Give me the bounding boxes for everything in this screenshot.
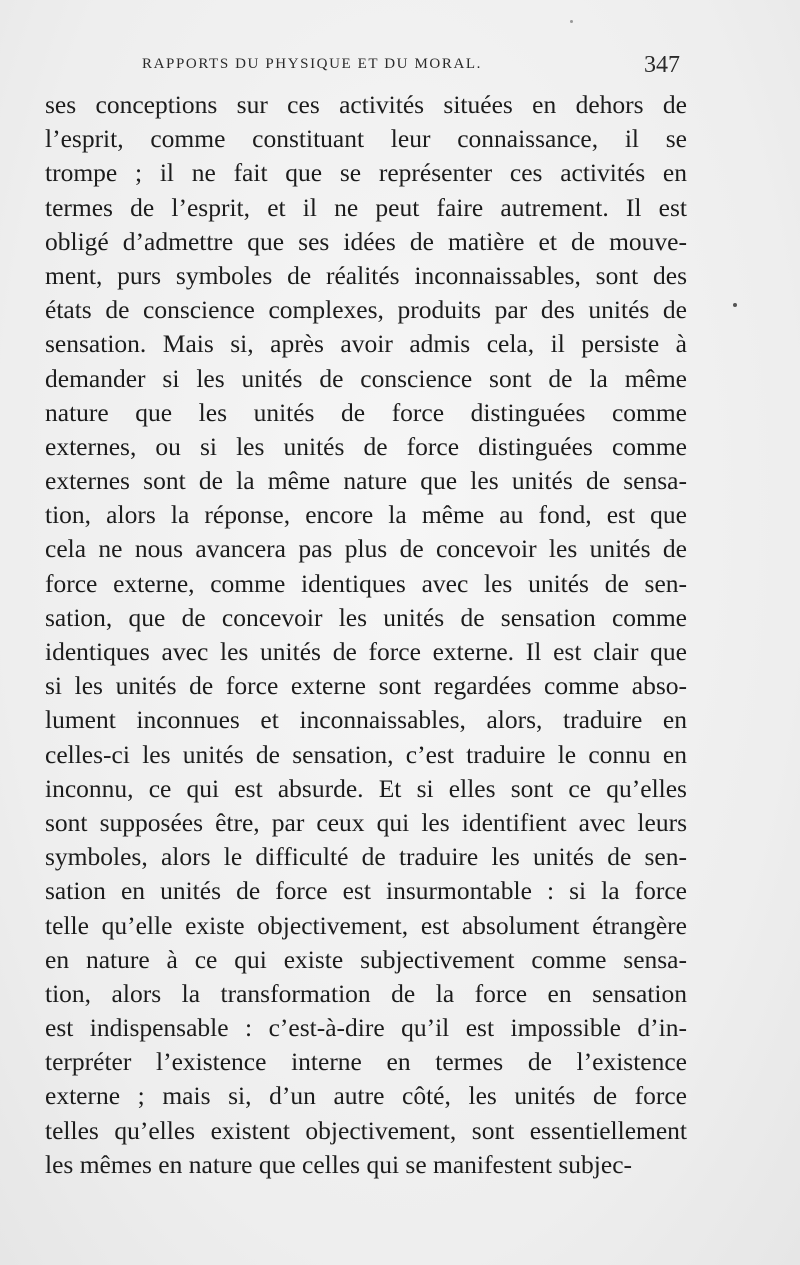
text-line: identiques avec les unités de force externe. Il est clair que [45, 637, 687, 666]
running-title: RAPPORTS DU PHYSIQUE ET DU MORAL. [142, 56, 482, 72]
text-line: externes sont de la même nature que les unités de sensa- [45, 466, 687, 496]
running-head [142, 52, 690, 80]
paper-speck [733, 303, 737, 307]
text-line: sensation. Mais si, après avoir admis cela, il persiste à [45, 329, 687, 359]
text-line: états de conscience complexes, produits par des unités de [45, 295, 687, 325]
text-line: externe ; mais si, d’un autre côté, les unités de force [45, 1081, 687, 1111]
text-line: l’esprit, comme constituant leur connaissance, il se [45, 124, 687, 154]
text-line: telle qu’elle existe objectivement, est absolument étrangère [45, 910, 687, 940]
text-line: tion, alors la transformation de la force en sensation [45, 978, 687, 1008]
paper-speck [570, 20, 573, 23]
text-line: cela ne nous avancera pas plus de concevoir les unités de [45, 534, 687, 564]
body-text [45, 88, 687, 1182]
text-line: celles-ci les unités de sensation, c’est traduire le connu en [45, 739, 687, 769]
text-line: termes de l’esprit, et il ne peut faire autrement. Il est [45, 192, 687, 222]
page-number: 347 [644, 52, 680, 78]
text-line: telles qu’elles existent objectivement, sont essentiellement [45, 1115, 687, 1145]
text-line: en nature à ce qui existe subjectivement comme sensa- [45, 944, 687, 974]
text-line: si les unités de force externe sont regardées comme abso- [45, 671, 687, 701]
text-line: inconnu, ce qui est absurde. Et si elles sont ce qu’elles [45, 773, 687, 803]
text-line: ment, purs symboles de réalités inconnaissables, sont des [45, 260, 687, 290]
text-line: nature que les unités de force distinguées comme [45, 397, 687, 427]
text-line: trompe ; il ne fait que se représenter ces activités en [45, 158, 687, 188]
text-line: symboles, alors le difficulté de traduire les unités de sen- [45, 842, 687, 872]
text-line: lument inconnues et inconnaissables, alors, traduire en [45, 705, 687, 735]
text-line: est indispensable : c’est-à-dire qu’il est impossible d’in- [45, 1013, 687, 1043]
text-line: tion, alors la réponse, encore la même au fond, est que [45, 500, 687, 530]
text-line: force externe, comme identiques avec les unités de sen- [45, 568, 687, 598]
text-line: sation, que de concevoir les unités de sensation comme [45, 602, 687, 632]
text-line: externes, ou si les unités de force distinguées comme [45, 431, 687, 461]
text-line: obligé d’admettre que ses idées de matière et de mouve- [45, 226, 687, 256]
text-line: sont supposées être, par ceux qui les identifient avec leurs [45, 807, 687, 837]
text-line: ses conceptions sur ces activités situées en dehors de [45, 90, 687, 119]
text-line: sation en unités de force est insurmontable : si la force [45, 876, 687, 906]
text-line: demander si les unités de conscience sont de la même [45, 363, 687, 393]
text-line: les mêmes en nature que celles qui se manifestent subjec- [45, 1149, 632, 1179]
text-line: terpréter l’existence interne en termes de l’existence [45, 1047, 687, 1077]
